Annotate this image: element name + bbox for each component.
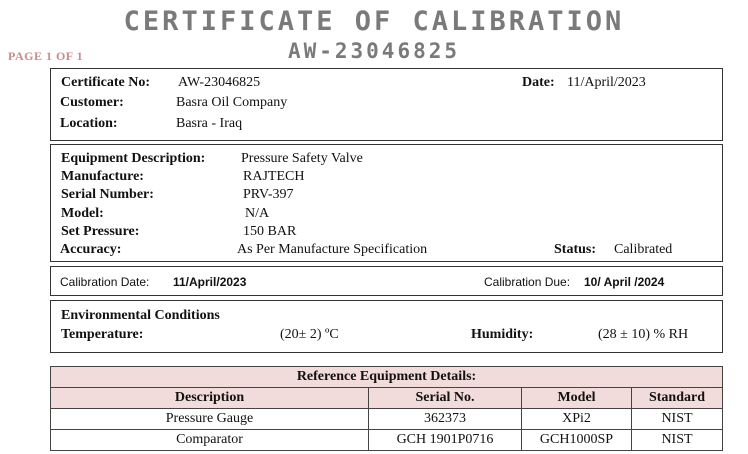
column-header-description: Description bbox=[51, 388, 369, 409]
cell-serial: GCH 1901P0716 bbox=[369, 430, 522, 451]
calibration-date-value: 11/April/2023 bbox=[173, 275, 247, 289]
certificate-info-box bbox=[50, 68, 723, 141]
status-value: Calibrated bbox=[614, 242, 673, 257]
equipment-description-label: Equipment Description: bbox=[61, 151, 206, 166]
table-header-row bbox=[51, 388, 723, 409]
cert-no-label: Certificate No: bbox=[61, 75, 151, 90]
accuracy-label: Accuracy: bbox=[60, 242, 122, 257]
cell-standard: NIST bbox=[632, 430, 723, 451]
customer-value: Basra Oil Company bbox=[176, 95, 288, 110]
temperature-value: (20± 2) ºC bbox=[280, 327, 339, 342]
column-header-standard: Standard bbox=[632, 388, 723, 409]
page-indicator: PAGE 1 OF 1 bbox=[8, 49, 84, 63]
location-value: Basra - Iraq bbox=[176, 116, 243, 131]
manufacture-label: Manufacture: bbox=[61, 169, 144, 184]
temperature-label: Temperature: bbox=[61, 327, 144, 342]
cert-no-value: AW-23046825 bbox=[178, 75, 261, 90]
table-row bbox=[51, 409, 723, 430]
calibration-dates-box bbox=[50, 266, 723, 296]
humidity-label: Humidity: bbox=[471, 327, 534, 342]
cell-standard: NIST bbox=[632, 409, 723, 430]
reference-equipment-table bbox=[50, 366, 723, 451]
equipment-description-value: Pressure Safety Valve bbox=[241, 151, 363, 166]
calibration-due-value: 10/ April /2024 bbox=[584, 275, 665, 289]
environment-box bbox=[50, 300, 723, 353]
certificate-title: CERTIFICATE OF CALIBRATION bbox=[123, 6, 625, 37]
column-header-model: Model bbox=[522, 388, 632, 409]
date-value: 11/April/2023 bbox=[567, 75, 646, 90]
cell-model: GCH1000SP bbox=[522, 430, 632, 451]
set-pressure-label: Set Pressure: bbox=[61, 224, 140, 239]
manufacture-value: RAJTECH bbox=[243, 169, 305, 184]
column-header-serial: Serial No. bbox=[369, 388, 522, 409]
cell-description: Comparator bbox=[51, 430, 369, 451]
environment-heading: Environmental Conditions bbox=[61, 308, 220, 323]
date-label: Date: bbox=[522, 75, 555, 90]
certificate-number-heading: AW-23046825 bbox=[287, 39, 461, 63]
cell-description: Pressure Gauge bbox=[51, 409, 369, 430]
set-pressure-value: 150 BAR bbox=[243, 224, 297, 239]
humidity-value: (28 ± 10) % RH bbox=[598, 327, 689, 342]
reference-heading-row bbox=[51, 367, 723, 388]
accuracy-value: As Per Manufacture Specification bbox=[237, 242, 428, 257]
cell-serial: 362373 bbox=[369, 409, 522, 430]
equipment-box bbox=[50, 144, 723, 262]
serial-number-label: Serial Number: bbox=[61, 187, 154, 202]
customer-label: Customer: bbox=[60, 95, 124, 110]
serial-number-value: PRV-397 bbox=[243, 187, 294, 202]
status-label: Status: bbox=[554, 242, 597, 257]
calibration-due-label: Calibration Due: bbox=[484, 275, 571, 289]
calibration-date-label: Calibration Date: bbox=[60, 275, 150, 289]
table-row bbox=[51, 430, 723, 451]
model-label: Model: bbox=[61, 206, 104, 221]
reference-heading: Reference Equipment Details: bbox=[51, 367, 723, 388]
cell-model: XPi2 bbox=[522, 409, 632, 430]
location-label: Location: bbox=[60, 116, 118, 131]
model-value: N/A bbox=[245, 206, 270, 221]
